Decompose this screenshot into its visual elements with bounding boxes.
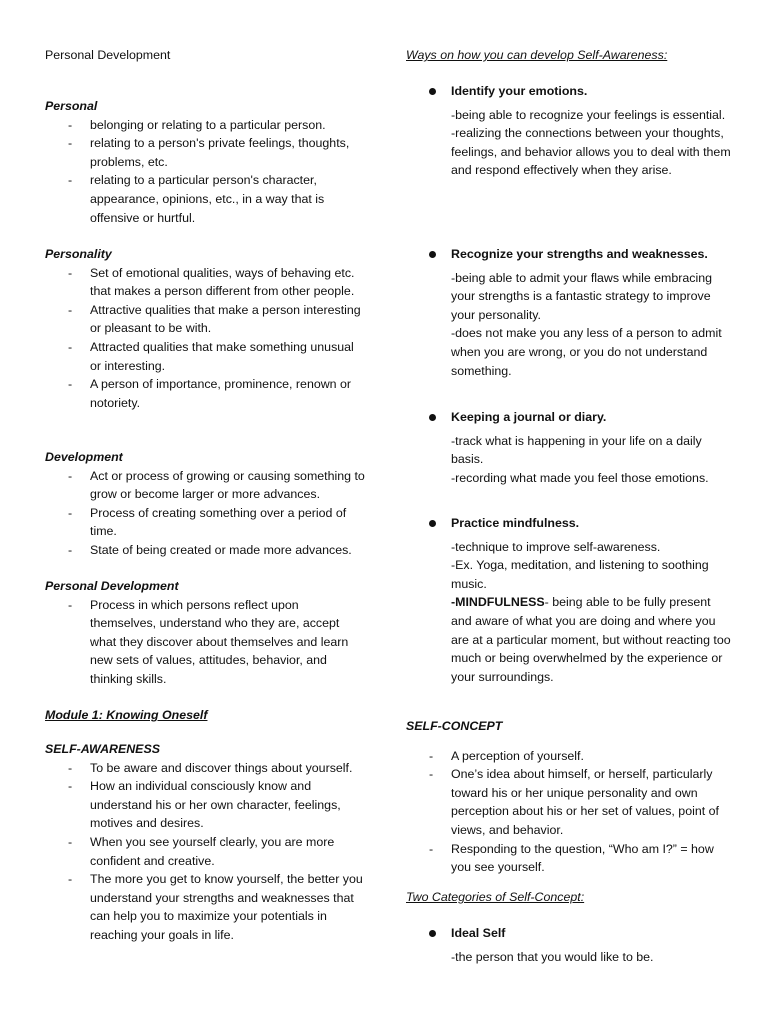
way-line: -Ex. Yoga, meditation, and listening to soothing music.	[451, 558, 709, 591]
definition-list	[45, 759, 365, 945]
list-item: - relating to a person's private feelings, thoughts, problems, etc.	[45, 134, 365, 171]
definition-list	[45, 467, 365, 560]
section-development	[45, 448, 365, 560]
way-title-text: Keeping a journal or diary.	[451, 410, 607, 424]
list-item: - Attracted qualities that make something unusual or interesting.	[45, 338, 365, 375]
way-title	[406, 408, 731, 427]
way-line	[451, 593, 731, 686]
section-personality	[45, 245, 365, 412]
section-heading: SELF-CONCEPT	[406, 719, 503, 733]
ideal-self-title	[406, 924, 731, 943]
list-item: - Attractive qualities that make a person interesting or pleasant to be with.	[45, 301, 365, 338]
way-body	[406, 106, 731, 180]
mindfulness-label: -MINDFULNESS	[451, 595, 545, 610]
way-line: -recording what made you feel those emotions.	[451, 470, 709, 485]
bullet-icon	[429, 251, 436, 258]
definition-list	[406, 747, 731, 877]
list-item: - How an individual consciously know and understand his or her own character, feelings, motives and desires.	[45, 777, 365, 833]
way-title-text: Recognize your strengths and weaknesses.	[451, 247, 708, 261]
ideal-self-title-text: Ideal Self	[451, 926, 506, 940]
way-body	[406, 538, 731, 687]
way-item	[406, 245, 731, 380]
way-title-text: Identify your emotions.	[451, 84, 588, 98]
way-line: -track what is happening in your life on a daily basis.	[451, 433, 702, 467]
section-heading: Personal	[45, 99, 98, 113]
bullet-icon	[429, 520, 436, 527]
section-self-concept	[406, 717, 731, 877]
definition-list	[45, 264, 365, 413]
ideal-self-item	[406, 924, 731, 966]
list-item: - A perception of yourself.	[406, 747, 731, 766]
ideal-self-line: -the person that you would like to be.	[451, 949, 654, 964]
way-line: -realizing the connections between your thoughts, feelings, and behavior allows you to deal with them and respond effectively when they arise.	[451, 126, 731, 178]
list-item: - When you see yourself clearly, you are more confident and creative.	[45, 833, 365, 870]
way-title	[406, 82, 731, 101]
list-item: - Act or process of growing or causing something to grow or become larger or more advances.	[45, 467, 365, 504]
bullet-icon	[429, 930, 436, 937]
categories-heading: Two Categories of Self-Concept:	[406, 890, 585, 904]
list-item: - Responding to the question, “Who am I?” = how you see yourself.	[406, 840, 731, 877]
section-personal	[45, 97, 365, 227]
bullet-icon	[429, 414, 436, 421]
way-item	[406, 514, 731, 686]
way-line: -being able to recognize your feelings is essential.	[451, 107, 726, 122]
way-title	[406, 245, 731, 264]
list-item: - One’s idea about himself, or herself, particularly toward his or her unique personality and own perception about his or her set of values, point of views, and behavior.	[406, 765, 731, 839]
list-item: - relating to a particular person's character, appearance, opinions, etc., in a way that is offensive or hurtful.	[45, 171, 365, 227]
way-item	[406, 408, 731, 487]
list-item: - Process of creating something over a period of time.	[45, 504, 365, 541]
section-heading: SELF-AWARENESS	[45, 742, 160, 756]
section-heading: Personal Development	[45, 579, 179, 593]
way-line: -technique to improve self-awareness.	[451, 539, 661, 554]
way-title	[406, 514, 731, 533]
way-body	[406, 269, 731, 381]
list-item: - The more you get to know yourself, the better you understand your strengths and weaknesses that can help you to maximize your potentials in reaching your goals in life.	[45, 870, 365, 944]
module-heading: Module 1: Knowing Oneself	[45, 708, 208, 722]
way-body	[406, 432, 731, 488]
ideal-self-body	[406, 948, 731, 967]
ways-heading: Ways on how you can develop Self-Awareness:	[406, 48, 668, 62]
definition-list	[45, 596, 365, 689]
section-heading: Personality	[45, 247, 112, 261]
document-title: Personal Development	[45, 48, 171, 62]
list-item: - State of being created or made more advances.	[45, 541, 365, 560]
section-personal-development	[45, 577, 365, 689]
way-line: -being able to admit your flaws while embracing your strengths is a fantastic strategy to improve your personality.	[451, 270, 713, 322]
list-item: - To be aware and discover things about yourself.	[45, 759, 365, 778]
way-title-text: Practice mindfulness.	[451, 516, 580, 530]
definition-list	[45, 116, 365, 228]
list-item: - Process in which persons reflect upon themselves, understand who they are, accept what they discover about themselves and learn new sets of values, attitudes, behavior, and thinking skills.	[45, 596, 365, 689]
way-line: -does not make you any less of a person to admit when you are wrong, or you do not understand something.	[451, 326, 722, 378]
mindfulness-definition: - being able to be fully present and aware of what you are doing and where you are at a particular moment, but without reacting too much or being overwhelmed by the experience or your surroundings.	[451, 595, 731, 684]
list-item: - Set of emotional qualities, ways of behaving etc. that makes a person different from other people.	[45, 264, 365, 301]
way-item	[406, 82, 731, 180]
list-item: - A person of importance, prominence, renown or notoriety.	[45, 375, 365, 412]
bullet-icon	[429, 88, 436, 95]
section-self-awareness	[45, 740, 365, 945]
section-heading: Development	[45, 450, 123, 464]
list-item: - belonging or relating to a particular person.	[45, 116, 365, 135]
